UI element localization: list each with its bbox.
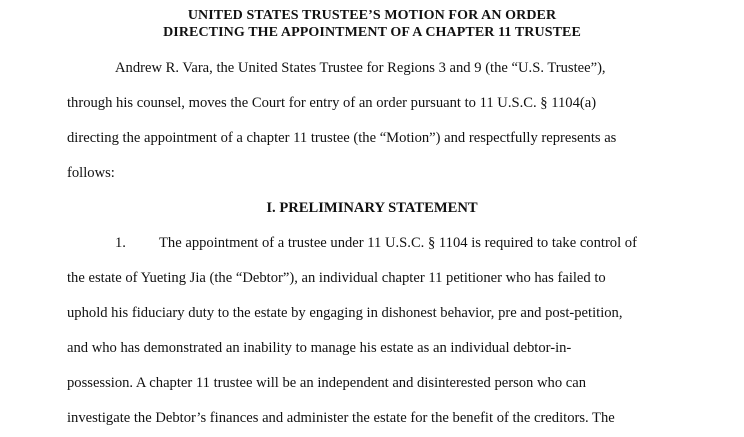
section-heading: I. PRELIMINARY STATEMENT xyxy=(266,200,478,216)
intro-line-2: through his counsel, moves the Court for entry of an order pursuant to 11 U.S.C. § 1104(a) xyxy=(67,95,597,111)
paragraph1-line-4: and who has demonstrated an inability to manage his estate as an individual debtor-in- xyxy=(67,340,572,356)
paragraph1-line-2: the estate of Yueting Jia (the “Debtor”), an individual chapter 11 petitioner who has failed to xyxy=(67,270,606,286)
paragraph1-line-6: investigate the Debtor’s finances and administer the estate for the benefit of the creditors. The xyxy=(67,410,615,426)
intro-line-3: directing the appointment of a chapter 11 trustee (the “Motion”) and respectfully represents as xyxy=(67,130,617,146)
paragraph-number: 1. xyxy=(115,235,126,251)
intro-line-1: Andrew R. Vara, the United States Trustee for Regions 3 and 9 (the “U.S. Trustee”), xyxy=(115,60,606,76)
motion-title-line-1: UNITED STATES TRUSTEE’S MOTION FOR AN ORDER xyxy=(187,8,557,23)
intro-line-4: follows: xyxy=(67,165,115,181)
paragraph1-line-3: uphold his fiduciary duty to the estate by engaging in dishonest behavior, pre and post-petition, xyxy=(67,305,623,321)
paragraph1-line-1: The appointment of a trustee under 11 U.S.C. § 1104 is required to take control of xyxy=(159,235,637,251)
motion-title-line-2: DIRECTING THE APPOINTMENT OF A CHAPTER 11 TRUSTEE xyxy=(163,25,581,40)
paragraph1-line-5: possession. A chapter 11 trustee will be an independent and disinterested person who can xyxy=(67,375,587,391)
